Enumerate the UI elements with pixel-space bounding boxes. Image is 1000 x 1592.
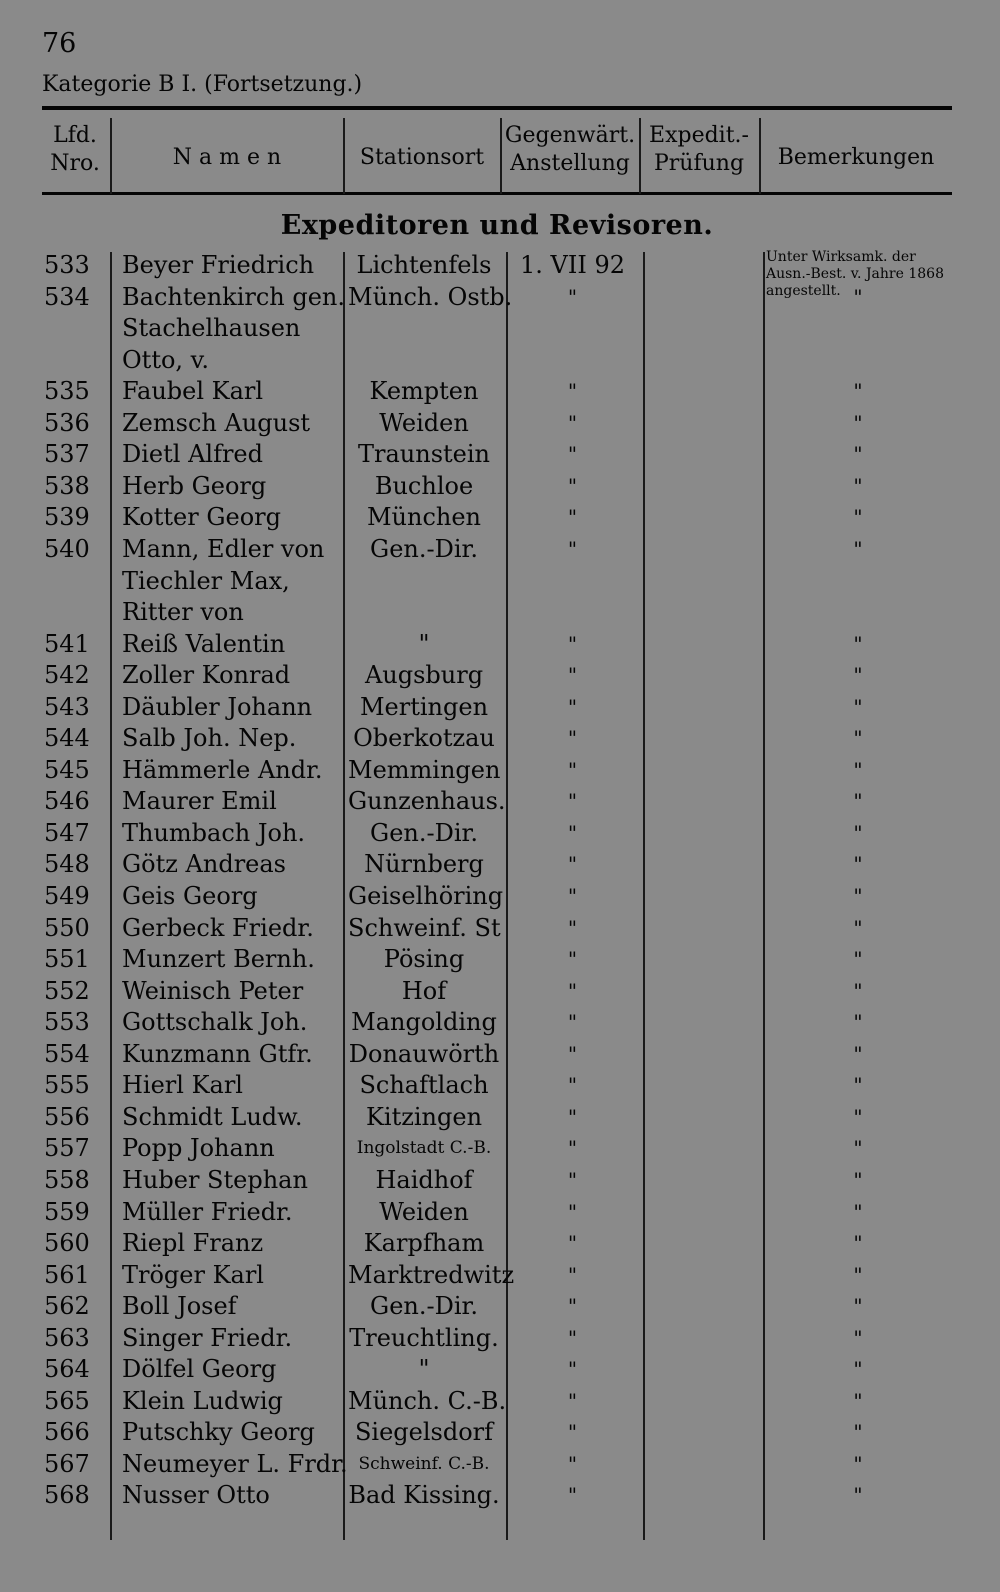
row-number: 546 [44, 787, 90, 816]
row-station: Ingolstadt C.-B. [356, 1138, 492, 1159]
row-station: Donauwörth [348, 1039, 500, 1068]
row-anstellung: " [567, 1010, 578, 1035]
row-station: Marktredwitz [348, 1260, 515, 1289]
row-anstellung: " [567, 757, 578, 782]
row-anstellung: " [567, 1357, 578, 1382]
table-row [0, 566, 1000, 597]
row-remark: " [853, 536, 863, 561]
row-number: 539 [44, 503, 90, 532]
row-anstellung: " [567, 473, 578, 498]
row-name: Zemsch August [122, 408, 311, 437]
row-station: Pösing [383, 945, 465, 974]
row-station: Münch. Ostb. [348, 282, 513, 311]
row-anstellung: " [567, 1167, 578, 1192]
row-anstellung: " [567, 1041, 578, 1066]
row-anstellung: " [567, 820, 578, 845]
row-number: 568 [44, 1481, 90, 1510]
row-number: 557 [44, 1134, 90, 1163]
table-row [0, 1480, 1000, 1511]
row-number: 534 [44, 282, 90, 311]
row-name: Maurer Emil [122, 787, 277, 816]
row-remark: " [853, 410, 863, 435]
row-anstellung: " [567, 631, 578, 656]
row-name: Geis Georg [122, 882, 258, 910]
row-remark: " [853, 1294, 863, 1319]
row-number: 547 [44, 818, 90, 847]
row-remark: " [853, 1231, 863, 1256]
row-name: Stachelhausen [122, 314, 301, 343]
table-row [0, 1386, 1000, 1417]
table-row [0, 723, 1000, 754]
row-number: 551 [44, 945, 90, 974]
row-anstellung: " [567, 379, 578, 404]
row-name: Tiechler Max, [122, 566, 290, 595]
row-station: Karpfham [363, 1229, 485, 1258]
row-remark: " [853, 1357, 863, 1382]
row-anstellung: " [567, 1325, 578, 1350]
row-remark: " [853, 726, 863, 751]
row-number: 538 [44, 471, 90, 500]
table-row [0, 944, 1000, 975]
row-number: 566 [44, 1418, 90, 1447]
row-name: Schmidt Ludw. [122, 1102, 303, 1131]
row-anstellung: " [567, 505, 578, 530]
row-name: Beyer Friedrich [122, 251, 315, 279]
first-remark: Unter Wirksamk. der Ausn.-Best. v. Jahre 1868 angestellt. [766, 249, 944, 299]
row-remark: " [853, 1167, 863, 1192]
table-row [0, 250, 1000, 281]
row-name: Mann, Edler von [122, 534, 325, 563]
row-remark: " [853, 473, 863, 498]
table-row [0, 408, 1000, 439]
header-station: Stationsort [359, 145, 485, 170]
row-remark: " [853, 947, 863, 972]
row-number: 540 [44, 534, 90, 563]
row-remark: " [853, 442, 863, 467]
row-remark: " [853, 663, 863, 688]
row-station: Hof [401, 976, 447, 1005]
table-row [0, 755, 1000, 786]
row-number: 552 [44, 976, 90, 1005]
row-number: 544 [44, 724, 90, 753]
row-station: Lichtenfels [356, 251, 492, 279]
row-name: Munzert Bernh. [122, 945, 315, 974]
row-remark: " [853, 884, 863, 908]
row-remark: " [853, 852, 863, 877]
row-station: Haidhof [375, 1165, 473, 1194]
row-number: 542 [44, 661, 90, 690]
category-heading: Kategorie B I. (Fortsetzung.) [42, 72, 363, 97]
row-station: Nürnberg [364, 850, 484, 879]
row-remark: " [853, 1073, 863, 1098]
row-number: 561 [44, 1260, 90, 1289]
table-row [0, 502, 1000, 533]
row-name: Putschky Georg [122, 1418, 315, 1447]
row-number: 564 [44, 1355, 90, 1384]
row-station: Traunstein [358, 440, 490, 469]
row-remark: " [853, 757, 863, 782]
row-anstellung: " [567, 284, 578, 309]
row-anstellung: " [567, 852, 578, 877]
row-anstellung: " [567, 1231, 578, 1256]
row-station: Siegelsdorf [354, 1418, 494, 1447]
row-name: Zoller Konrad [122, 661, 291, 690]
row-anstellung: " [567, 978, 578, 1003]
row-station: Bad Kissing. [348, 1481, 500, 1510]
row-remark: " [853, 379, 863, 404]
row-anstellung: " [567, 726, 578, 751]
row-remark: " [853, 1451, 863, 1476]
table-row [0, 1323, 1000, 1354]
row-station: " [418, 629, 430, 658]
row-number: 567 [44, 1449, 90, 1478]
row-station: Mangolding [351, 1008, 497, 1037]
row-name: Riepl Franz [122, 1229, 264, 1258]
row-name: Kunzmann Gtfr. [122, 1039, 313, 1068]
table-row [0, 849, 1000, 880]
row-remark: " [853, 1104, 863, 1129]
table-row [0, 1039, 1000, 1070]
row-name: Weinisch Peter [122, 976, 304, 1005]
row-anstellung: " [567, 789, 578, 814]
row-name: Huber Stephan [122, 1165, 308, 1194]
table-row [0, 1260, 1000, 1291]
table-row [0, 1070, 1000, 1101]
row-number: 555 [44, 1071, 90, 1100]
row-remark: " [853, 915, 863, 940]
row-station: Schweinf. C.-B. [358, 1453, 490, 1474]
row-name: Kotter Georg [122, 503, 281, 532]
row-number: 549 [44, 882, 90, 910]
row-station: Kempten [369, 377, 479, 406]
row-number: 565 [44, 1386, 90, 1415]
row-anstellung: " [567, 410, 578, 435]
row-anstellung: " [567, 1199, 578, 1224]
row-station: Buchloe [374, 471, 474, 500]
row-anstellung: " [567, 1136, 578, 1161]
row-station: Schaftlach [359, 1071, 489, 1100]
row-name: Götz Andreas [122, 850, 286, 879]
row-number: 535 [44, 377, 90, 406]
row-name: Dietl Alfred [122, 440, 263, 469]
row-name: Nusser Otto [122, 1481, 270, 1510]
row-station: München [366, 503, 482, 532]
table-row [0, 534, 1000, 565]
row-name: Otto, v. [122, 345, 210, 374]
row-number: 537 [44, 440, 90, 469]
row-name: Ritter von [122, 598, 244, 627]
table-row [0, 471, 1000, 502]
table-row [0, 1197, 1000, 1228]
row-number: 554 [44, 1039, 90, 1068]
row-station: " [418, 1355, 430, 1384]
row-name: Boll Josef [122, 1292, 237, 1321]
row-station: Gen.-Dir. [370, 818, 478, 847]
row-remark: " [853, 631, 863, 656]
table-row [0, 313, 1000, 344]
row-name: Bachtenkirch gen. [122, 282, 346, 311]
table-row [0, 1133, 1000, 1164]
header-name: N a m e n [172, 145, 282, 170]
row-remark: " [853, 1483, 863, 1508]
row-remark: " [853, 694, 863, 719]
row-name: Popp Johann [122, 1134, 275, 1163]
row-anstellung: " [567, 1451, 578, 1476]
row-remark: " [853, 1388, 863, 1413]
table-row [0, 1102, 1000, 1133]
header-anstellung: Gegenwärt. Anstellung [504, 123, 636, 176]
row-remark: " [853, 978, 863, 1003]
table-row [0, 1449, 1000, 1480]
table-row [0, 345, 1000, 376]
row-remark: " [853, 1199, 863, 1224]
table-row [0, 976, 1000, 1007]
row-name: Dölfel Georg [122, 1355, 277, 1384]
row-remark: " [853, 1325, 863, 1350]
row-station: Gen.-Dir. [370, 534, 478, 563]
row-remark: " [853, 1136, 863, 1161]
row-anstellung: " [567, 1420, 578, 1445]
row-name: Hämmerle Andr. [122, 755, 323, 784]
row-number: 548 [44, 850, 90, 879]
page-number: 76 [42, 28, 77, 59]
table-row [0, 1354, 1000, 1385]
table-row [0, 818, 1000, 849]
row-number: 556 [44, 1102, 90, 1131]
header-bottom-rule [42, 192, 952, 195]
row-name: Däubler Johann [122, 692, 313, 721]
row-remark: " [853, 1010, 863, 1035]
row-name: Gerbeck Friedr. [122, 913, 314, 942]
row-anstellung: " [567, 1073, 578, 1098]
row-remark: " [853, 284, 863, 309]
row-name: Salb Joh. Nep. [122, 724, 297, 753]
row-remark: " [853, 789, 863, 814]
table-row [0, 1291, 1000, 1322]
table-row [0, 1228, 1000, 1259]
row-remark: " [853, 1041, 863, 1066]
row-remark: " [853, 1262, 863, 1287]
row-anstellung: " [567, 1388, 578, 1413]
row-anstellung: " [567, 663, 578, 688]
table-row [0, 376, 1000, 407]
row-station: Münch. C.-B. [348, 1386, 507, 1415]
row-anstellung: " [567, 536, 578, 561]
row-name: Reiß Valentin [122, 629, 286, 658]
table-row [0, 1417, 1000, 1448]
table-row [0, 660, 1000, 691]
row-number: 536 [44, 408, 90, 437]
table-row [0, 786, 1000, 817]
header-pruefung: Expedit.- Prüfung [649, 123, 749, 176]
row-anstellung: " [567, 915, 578, 940]
row-station: Gen.-Dir. [370, 1292, 478, 1321]
row-anstellung: " [567, 947, 578, 972]
row-number: 562 [44, 1292, 90, 1321]
table-row [0, 629, 1000, 660]
row-station: Mertingen [359, 692, 489, 721]
table-row [0, 1165, 1000, 1196]
row-remark: " [853, 1420, 863, 1445]
table-row [0, 692, 1000, 723]
row-name: Singer Friedr. [122, 1323, 293, 1352]
row-name: Müller Friedr. [122, 1197, 293, 1226]
row-station: Weiden [379, 408, 469, 437]
table-row [0, 439, 1000, 470]
row-station: Weiden [379, 1197, 469, 1226]
row-remark: " [853, 505, 863, 530]
row-station: Oberkotzau [353, 724, 495, 753]
table-row [0, 282, 1000, 313]
section-title: Expeditoren und Revisoren. [280, 210, 714, 241]
row-number: 543 [44, 692, 90, 721]
row-name: Hierl Karl [122, 1071, 243, 1100]
row-station: Augsburg [364, 661, 484, 690]
row-number: 545 [44, 755, 90, 784]
header-bemerkungen: Bemerkungen [777, 145, 935, 170]
row-number: 563 [44, 1323, 90, 1352]
header-nr: Lfd. Nro. [50, 123, 100, 176]
row-anstellung: 1. VII 92 [520, 251, 625, 279]
row-number: 560 [44, 1229, 90, 1258]
row-anstellung: " [567, 1294, 578, 1319]
row-anstellung: " [567, 1262, 578, 1287]
row-name: Herb Georg [122, 471, 267, 500]
row-number: 550 [44, 913, 90, 942]
row-anstellung: " [567, 1104, 578, 1129]
row-station: Memmingen [348, 755, 501, 784]
row-number: 558 [44, 1165, 90, 1194]
row-name: Gottschalk Joh. [122, 1008, 308, 1037]
row-name: Thumbach Joh. [122, 818, 306, 847]
table-row [0, 597, 1000, 628]
top-rule [42, 106, 952, 110]
row-anstellung: " [567, 1483, 578, 1508]
row-anstellung: " [567, 442, 578, 467]
row-station: Treuchtling. [349, 1323, 499, 1352]
row-station: Geiselhöring [348, 882, 504, 910]
row-anstellung: " [567, 694, 578, 719]
row-name: Klein Ludwig [122, 1386, 283, 1415]
table-row [0, 1007, 1000, 1038]
row-name: Faubel Karl [122, 377, 264, 406]
row-remark: " [853, 820, 863, 845]
row-number: 533 [44, 251, 90, 279]
row-name: Neumeyer L. Frdr. [122, 1449, 348, 1478]
table-row [0, 881, 1000, 912]
row-name: Tröger Karl [122, 1260, 264, 1289]
row-station: Schweinf. St [348, 913, 501, 942]
row-anstellung: " [567, 884, 578, 908]
row-number: 553 [44, 1008, 90, 1037]
row-number: 559 [44, 1197, 90, 1226]
row-station: Gunzenhaus. [348, 787, 506, 816]
row-number: 541 [44, 629, 90, 658]
row-station: Kitzingen [365, 1102, 483, 1131]
table-row [0, 913, 1000, 944]
